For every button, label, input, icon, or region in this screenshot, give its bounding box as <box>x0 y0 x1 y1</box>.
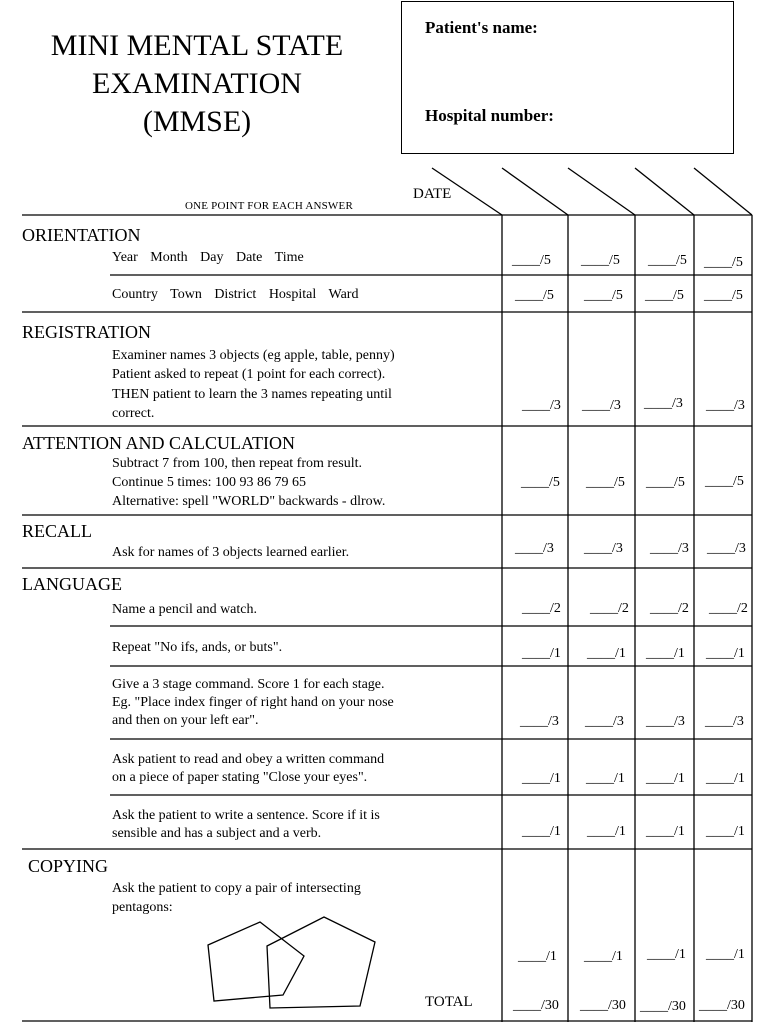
score-orientation-time[interactable]: ____/5 <box>581 253 620 268</box>
recall-line: Ask for names of 3 objects learned earlier. <box>112 545 350 560</box>
form-title-line-2: EXAMINATION <box>92 67 302 100</box>
score-total[interactable]: ____/30 <box>699 998 745 1013</box>
registration-line: Patient asked to repeat (1 point for each correct). <box>112 367 386 382</box>
score-attention[interactable]: ____/5 <box>705 474 744 489</box>
orientation-place-item: Country Town District Hospital Ward <box>112 287 359 302</box>
score-orientation-place[interactable]: ____/5 <box>584 288 623 303</box>
language-read-line: on a piece of paper stating "Close your eyes". <box>112 770 368 785</box>
score-orientation-time[interactable]: ____/5 <box>704 255 743 270</box>
score-language-read[interactable]: ____/1 <box>522 771 561 786</box>
registration-line: THEN patient to learn the 3 names repeating until <box>112 387 392 402</box>
language-command-line: Eg. "Place index finger of right hand on your nose <box>112 695 394 710</box>
instruction-label: ONE POINT FOR EACH ANSWER <box>185 200 353 212</box>
language-command-line: and then on your left ear". <box>112 713 259 728</box>
language-command-line: Give a 3 stage command. Score 1 for each stage. <box>112 677 385 692</box>
score-language-repeat[interactable]: ____/1 <box>706 646 745 661</box>
attention-heading: ATTENTION AND CALCULATION <box>22 433 295 453</box>
score-registration[interactable]: ____/3 <box>644 396 683 411</box>
score-registration[interactable]: ____/3 <box>706 398 745 413</box>
score-recall[interactable]: ____/3 <box>650 541 689 556</box>
date-label: DATE <box>413 186 452 202</box>
score-total[interactable]: ____/30 <box>640 999 686 1014</box>
language-name-item: Name a pencil and watch. <box>112 602 257 617</box>
score-language-repeat[interactable]: ____/1 <box>587 646 626 661</box>
score-language-command[interactable]: ____/3 <box>585 714 624 729</box>
score-language-name[interactable]: ____/2 <box>522 601 561 616</box>
score-language-write[interactable]: ____/1 <box>706 824 745 839</box>
score-orientation-place[interactable]: ____/5 <box>515 288 554 303</box>
score-attention[interactable]: ____/5 <box>586 475 625 490</box>
score-orientation-place[interactable]: ____/5 <box>645 288 684 303</box>
score-recall[interactable]: ____/3 <box>707 541 746 556</box>
score-language-repeat[interactable]: ____/1 <box>522 646 561 661</box>
score-recall[interactable]: ____/3 <box>515 541 554 556</box>
copying-line: Ask the patient to copy a pair of intersecting <box>112 881 361 896</box>
score-language-name[interactable]: ____/2 <box>590 601 629 616</box>
score-registration[interactable]: ____/3 <box>522 398 561 413</box>
language-heading: LANGUAGE <box>22 574 122 594</box>
score-language-name[interactable]: ____/2 <box>709 601 748 616</box>
score-language-name[interactable]: ____/2 <box>650 601 689 616</box>
form-title-line-1: MINI MENTAL STATE <box>50 29 344 62</box>
total-label: TOTAL <box>425 994 473 1010</box>
score-recall[interactable]: ____/3 <box>584 541 623 556</box>
score-language-command[interactable]: ____/3 <box>520 714 559 729</box>
score-language-command[interactable]: ____/3 <box>705 714 744 729</box>
language-write-line: sensible and has a subject and a verb. <box>112 826 322 841</box>
score-registration[interactable]: ____/3 <box>582 398 621 413</box>
score-language-repeat[interactable]: ____/1 <box>646 646 685 661</box>
score-orientation-time[interactable]: ____/5 <box>648 253 687 268</box>
score-language-write[interactable]: ____/1 <box>646 824 685 839</box>
registration-line: Examiner names 3 objects (eg apple, table, penny) <box>112 348 395 363</box>
form-title-line-3: (MMSE) <box>142 105 252 138</box>
score-language-read[interactable]: ____/1 <box>586 771 625 786</box>
score-language-read[interactable]: ____/1 <box>706 771 745 786</box>
hospital-number-field[interactable]: Hospital number: <box>425 106 554 125</box>
copying-heading: COPYING <box>28 856 109 876</box>
score-language-write[interactable]: ____/1 <box>522 824 561 839</box>
score-total[interactable]: ____/30 <box>513 998 559 1013</box>
score-copying[interactable]: ____/1 <box>518 949 557 964</box>
intersecting-pentagons-icon <box>200 910 385 1015</box>
score-language-write[interactable]: ____/1 <box>587 824 626 839</box>
orientation-time-item: Year Month Day Date Time <box>112 250 304 265</box>
score-copying[interactable]: ____/1 <box>706 947 745 962</box>
attention-line: Alternative: spell "WORLD" backwards - dlrow. <box>112 494 386 509</box>
recall-heading: RECALL <box>22 521 92 541</box>
patient-name-field[interactable]: Patient's name: <box>425 18 538 37</box>
language-read-line: Ask patient to read and obey a written command <box>112 752 385 767</box>
score-attention[interactable]: ____/5 <box>521 475 560 490</box>
score-orientation-time[interactable]: ____/5 <box>512 253 551 268</box>
score-copying[interactable]: ____/1 <box>584 949 623 964</box>
score-language-command[interactable]: ____/3 <box>646 714 685 729</box>
attention-line: Continue 5 times: 100 93 86 79 65 <box>112 475 307 490</box>
score-orientation-place[interactable]: ____/5 <box>704 288 743 303</box>
registration-line: correct. <box>112 406 155 421</box>
copying-line: pentagons: <box>112 900 173 915</box>
score-copying[interactable]: ____/1 <box>647 947 686 962</box>
attention-line: Subtract 7 from 100, then repeat from result. <box>112 456 362 471</box>
score-total[interactable]: ____/30 <box>580 998 626 1013</box>
orientation-heading: ORIENTATION <box>22 225 141 245</box>
score-language-read[interactable]: ____/1 <box>646 771 685 786</box>
language-write-line: Ask the patient to write a sentence. Score if it is <box>112 808 380 823</box>
language-repeat-item: Repeat "No ifs, ands, or buts". <box>112 640 283 655</box>
score-attention[interactable]: ____/5 <box>646 475 685 490</box>
registration-heading: REGISTRATION <box>22 322 151 342</box>
